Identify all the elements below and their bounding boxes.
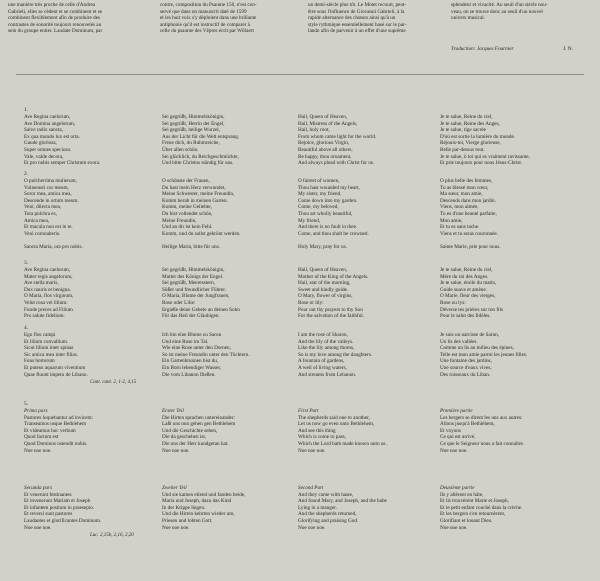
verse-line: Allons jusqu'à Bethléhem, — [440, 421, 495, 428]
intro-col1-line: une manière très proche de celle d'Andrea — [8, 2, 96, 8]
verse-line: Réjouis-toi, Vierge glorieuse, — [440, 140, 501, 147]
verse-line: In der Krippe liegen. — [162, 504, 206, 511]
verse-line: Guide suave et amène. — [440, 286, 487, 293]
part-heading: Deuxième partie — [440, 485, 475, 491]
section-1-latin-text — [24, 114, 100, 167]
section-number: 4. — [24, 325, 29, 331]
part-heading: Second Part — [298, 485, 324, 491]
intro-text — [0, 0, 600, 72]
verse-line: Rose or lily: — [298, 299, 324, 306]
verse-line: Ave Regina caelorum, — [24, 267, 71, 273]
verse-line: Quod Dominus ostendit nobis. — [24, 440, 88, 447]
verse-line: Glorifying and praising God. — [298, 517, 359, 524]
intro-col4-line: splendeur et vivacité. Au seuil d'un siècle nou- — [451, 2, 548, 8]
verse-line: Mater regis angelorum, — [24, 273, 73, 280]
verse-line: Ils y allèrent en hâte, — [440, 491, 484, 498]
verse-line: O plus belle des femmes, — [440, 178, 493, 184]
verse-line: Holy Mary, pray for us. — [298, 243, 347, 250]
intro-col4-line: univers musical. — [451, 15, 485, 22]
verse-line: Hail, star of the morning, — [298, 280, 351, 287]
verse-line: Je te salue, étoile du matin, — [440, 280, 497, 287]
verse-line: Et pro nobis semper Christum exora. — [24, 160, 101, 167]
verse-line: Die uns der Herr kundgetan hat. — [162, 440, 229, 447]
verse-line: Vale, valde decora, — [24, 153, 64, 160]
verse-line: Rose ou lys: — [440, 299, 466, 306]
verse-line: Et le petit enfant couché dans la crèche. — [440, 504, 523, 511]
verse-line: Ave stella maris, — [24, 280, 59, 287]
verse-line: Je te salue, Reine des Anges, — [440, 120, 500, 127]
verse-line: Be happy, thou ornament, — [298, 153, 352, 160]
verse-line: O Marie, fleur des vierges, — [440, 293, 496, 300]
verse-line: So ist meine Freundin unter den Töchtern. — [162, 351, 250, 358]
verse-line: Amica mea, — [24, 217, 50, 224]
intro-col3-line: un demi-siècle plus tôt. Le Motet recourt, peut- — [308, 2, 407, 8]
verse-line: Et infantem positum in praesepio. — [24, 504, 95, 511]
verse-line: Maria und Joseph, dazu das Kind — [162, 498, 232, 505]
verse-line: Les bergers se dirent les uns aux autres: — [440, 414, 523, 421]
verse-line: For the salvation of the faithful. — [298, 313, 364, 320]
verse-line: Ein Gartenbrunnen bist du, — [162, 358, 219, 365]
intro-col1-line: sein du groupe entier. Laudate Dominum, par — [8, 28, 103, 35]
verse-line: Und bitte Christus ständig für uns. — [162, 160, 234, 167]
verse-line: Funde preces ad Filium — [24, 306, 73, 313]
section-3-english-text — [298, 267, 368, 320]
section-5-latin-text — [24, 408, 93, 454]
verse-line: Und eine Rose im Tal. — [162, 338, 209, 345]
verse-line: Et venerunt festinantes — [24, 491, 72, 498]
verse-line: Descende in ortum meum. — [24, 197, 79, 204]
section-number: 2. — [24, 171, 29, 177]
section-2-german-text — [162, 178, 241, 251]
section-5-english-text — [298, 408, 387, 454]
verse-line: Hail, holy root, — [298, 127, 330, 134]
verse-line: Like the lily among thorns, — [298, 345, 355, 352]
verse-line: Über allen schön. — [162, 146, 199, 153]
verse-line: From whom came light for the world. — [298, 133, 377, 140]
verse-line: Which is come to pass, — [298, 434, 346, 441]
verse-line: Die da geschehen ist, — [162, 434, 207, 441]
verse-line: And there is no fault in thee. — [298, 224, 358, 231]
part-heading: Erster Teil — [162, 408, 184, 414]
verse-line — [162, 237, 241, 244]
verse-line: Sicut lilium inter spinas — [24, 345, 74, 352]
verse-line: Veni, dilecta mea, — [24, 204, 62, 211]
verse-line: Et ils trouvèrent Marie et Joseph, — [440, 498, 509, 505]
verse-line: Noe noe noe. — [162, 447, 190, 454]
verse-line: Quod factum est — [24, 434, 59, 441]
section-6-german-text — [162, 485, 245, 531]
verse-line: Et tu es sans tache. — [440, 224, 480, 231]
verse-line: Noe noe noe. — [440, 524, 468, 531]
part-heading: Prima pars — [24, 408, 48, 414]
verse-line: Thou art wholly beautiful, — [298, 210, 353, 217]
intro-column-2 — [160, 2, 300, 35]
verse-line: And always plead with Christ for us. — [298, 160, 375, 167]
verse-line: And found Mary, and Joseph, and the babe — [298, 498, 387, 505]
verse-line: Komm, und du sollst gekrönt werden. — [162, 230, 241, 237]
verse-line: Descends dans mon jardin. — [440, 197, 496, 204]
section-1-french-text — [440, 114, 530, 167]
verse-line: Je te salue, Reine du ciel, — [440, 114, 493, 120]
verse-line: Et invenerunt Mariam et Joseph — [24, 498, 91, 505]
intro-col3-line: être sous l'influence de Giovanni Gabrieli, à la — [308, 8, 405, 15]
section-4-german-text — [162, 332, 250, 378]
verse-line: Déverse tes prières sur ton fils — [440, 306, 503, 313]
intro-col3-line: style rythmique essentiellement basé sur le par- — [308, 21, 407, 28]
verse-line: Und an dir ist kein Fehl. — [162, 224, 213, 231]
intro-col1-line: Gabrieli, elles se cèdent et se combinent et se — [8, 8, 103, 15]
verse-line: Für das Heil der Gläubigen. — [162, 313, 220, 320]
verse-line: O pulcherrima mulierum, — [24, 178, 77, 184]
verse-line: Tota pulchra es, — [24, 210, 57, 217]
intro-column-1 — [8, 2, 148, 35]
verse-line: Komm herab in meinen Garten. — [162, 197, 228, 204]
section-6-english-text — [298, 485, 387, 531]
verse-line: Let us now go even unto Bethlehem, — [298, 421, 375, 428]
verse-line: And streams from Lebanon. — [298, 371, 357, 378]
section-1-english-text — [298, 114, 376, 167]
verse-line: Belle par-dessus tout. — [440, 146, 485, 153]
verse-line — [440, 237, 501, 244]
part-heading: Secunda pars — [24, 485, 53, 491]
intro-col1-line: combinent flexiblement afin de produire des — [8, 15, 101, 22]
verse-line: Come, my beloved, — [298, 204, 339, 211]
verse-line: Beautiful above all others. — [298, 146, 353, 153]
verse-line: Laßt uns nun gehen gen Bethlehem — [162, 421, 236, 428]
verse-line: Et macula non est in te. — [24, 224, 73, 231]
section-2-french-text — [440, 178, 501, 251]
verse-line: Ego flos campi — [24, 332, 56, 338]
verse-line: Sei gegrüßt, Himmelskönigin, — [162, 114, 225, 120]
translator-credit: Traduction: Jacques Fournier — [451, 46, 514, 52]
verse-line — [24, 237, 83, 244]
verse-line: Viens et tu seras couronnée. — [440, 230, 499, 237]
verse-line: Which the Lord hath made known unto us. — [298, 440, 387, 447]
verse-line: Sei gegrüßt, Herrin der Engel, — [162, 120, 225, 127]
verse-line: Priesen und lobten Gott. — [162, 517, 213, 524]
verse-line: Thou hast wounded my heart, — [298, 184, 360, 191]
section-6-latin-text — [24, 485, 101, 531]
verse-line: Et les bergers s'en retournèrent, — [440, 511, 506, 518]
verse-line: Transeamus usque Bethlehem — [24, 421, 87, 428]
verse-line: Aus der Licht für die Welt entsprang. — [162, 133, 240, 140]
verse-line: Une source d'eaux vives, — [440, 364, 492, 371]
scripture-reference: Luc. 2,15b, 2,16, 2,20 — [90, 533, 134, 539]
verse-line: Tu as blessé mon cœur, — [440, 184, 489, 191]
verse-line: Des ruisseaux du Liban. — [440, 371, 491, 378]
verse-line: Sei gegrüßt, heilige Wurzel, — [162, 127, 221, 134]
verse-line: O Maria, Blume der Jungfrauen, — [162, 293, 230, 300]
section-5-french-text — [440, 408, 524, 454]
section-1-german-text — [162, 114, 239, 167]
verse-line: Sei gegrüßt, Himmelskönigin, — [162, 267, 225, 273]
intro-col2-line: contre, composition du Psaume 150, n'est con- — [160, 2, 257, 8]
verse-line: Sancta Maria, ora pro nobis. — [24, 243, 83, 250]
verse-line: A well of living waters, — [298, 364, 347, 371]
verse-line: Mother of the King of the Angels. — [298, 273, 369, 280]
verse-line: Ave Domina angelorum, — [24, 120, 76, 127]
intro-col1-line: contrastes de sonorité toujours renouvelés au — [8, 21, 102, 28]
verse-line: Fons hortorum — [24, 358, 55, 365]
verse-line: Comme un lis au milieu des épines, — [440, 345, 514, 352]
verse-line: Mutter des Königs der Engel. — [162, 273, 224, 280]
verse-line: Pour out thy prayers to thy Son — [298, 306, 363, 313]
verse-line: Pastores loquebantur ad invicem: — [24, 414, 94, 421]
section-number: 5. — [24, 401, 29, 407]
verse-line: O schönste der Frauen, — [162, 178, 210, 184]
verse-line: Ich bin eine Blume zu Saron — [162, 332, 222, 338]
section-4-french-text — [440, 332, 527, 378]
verse-line: Soror mea, amica mea, — [24, 191, 72, 198]
section-3-french-text — [440, 267, 503, 320]
verse-line: Hail, Queen of Heaven, — [298, 267, 348, 273]
verse-line: Tu es d'une beauté parfaite, — [440, 210, 497, 217]
verse-line: Salve radix sancta, — [24, 127, 64, 134]
verse-line: Die vom Libanon fließen. — [162, 371, 216, 378]
verse-line: Noe noe noe. — [298, 447, 326, 454]
section-5-german-text — [162, 408, 235, 454]
verse-line: Velut rosa vel lilium: — [24, 299, 68, 306]
intro-col2-line: celle du psaume des Vêpres écrit par Willaert — [160, 28, 254, 35]
verse-line: Sei gegrüßt, Meeresstern, — [162, 280, 216, 287]
verse-line: And they came with haste, — [298, 491, 354, 498]
section-4-english-text — [298, 332, 372, 378]
verse-line: A fountain of gardens, — [298, 358, 345, 365]
verse-line: Ein Born lebendiger Wasser, — [162, 364, 222, 371]
section-number: 1. — [24, 107, 29, 113]
verse-line: Und die Hirten kehrten wieder um, — [162, 511, 235, 518]
verse-line: Ma sœur, mon amie, — [440, 191, 483, 198]
verse-line: Et videamus hoc verbum — [24, 427, 76, 434]
verse-line: Pro salute fidelium. — [24, 313, 65, 320]
verse-line: Noe noe noe. — [162, 524, 190, 531]
verse-line: Et puteus aquarum viventium — [24, 364, 86, 371]
verse-line: O Mary, flower of virgins, — [298, 293, 353, 300]
verse-line: Vulnerasti cor meum, — [24, 184, 69, 191]
verse-line: Die Hirten sprachen untereinander: — [162, 414, 236, 421]
verse-line: Je te salue, Reine du ciel, — [440, 267, 493, 273]
intro-col3-line: rapide alternance des chœurs ainsi qu'à un — [308, 15, 396, 22]
verse-line: Mon amie, — [440, 217, 463, 224]
verse-line: Rejoice, glorious Virgin, — [298, 140, 350, 147]
verse-line: Ex qua mundo lux est orta. — [24, 133, 80, 140]
verse-line: Süßer und freundlicher Führer. — [162, 286, 226, 293]
part-heading: Première partie — [440, 408, 473, 414]
intro-col2-line: antiphonie qu'il est instructif de comparer à — [160, 21, 250, 28]
verse-line: Du hast mein Herz verwundet, — [162, 184, 226, 191]
verse-line: Telle est mon amie parmi les jeunes filles. — [440, 351, 528, 358]
verse-line: Komm, meine Geliebte, — [162, 204, 212, 211]
verse-line: Meine Schwester, meine Freundin, — [162, 191, 235, 198]
verse-line: Sweet and kindly guide. — [298, 286, 349, 293]
verse-line: Ergieße deine Gebete an deinen Sohn — [162, 306, 240, 313]
verse-line: Je te salue, tige sacrée — [440, 127, 486, 134]
verse-line: And the lily of the valleys. — [298, 338, 354, 345]
verse-line: Noe noe noe. — [24, 524, 52, 531]
section-6-french-text — [440, 485, 522, 531]
verse-line: Et reversi sunt pastores — [24, 511, 73, 518]
verse-line: Rose oder Lilie: — [162, 299, 196, 306]
verse-line: Un lis des vallées. — [440, 338, 478, 345]
verse-line: Et lilium convallium. — [24, 338, 69, 345]
verse-line: Heilige Maria, bitte für uns. — [162, 243, 220, 250]
intro-column-4 — [451, 2, 591, 22]
verse-line: Viens, mon aimée, — [440, 204, 479, 211]
verse-line: Une fontaine des jardins, — [440, 358, 492, 365]
intro-col2-line: et les huit voix s'y déploient dans une brillante — [160, 15, 257, 22]
verse-line: Noe noe noe. — [24, 447, 52, 454]
verse-line: O fairest of women, — [298, 178, 340, 184]
verse-line: Et voyons — [440, 427, 461, 434]
section-2-english-text — [298, 178, 369, 251]
verse-line: Je te salue, ô toi qui es vraiment ravissante, — [440, 153, 530, 160]
verse-line: Noe noe noe. — [440, 447, 468, 454]
verse-line: Und die Geschichte sehen, — [162, 427, 218, 434]
verse-line: Gaude gloriosa, — [24, 140, 57, 147]
verse-line: The shepherds said one to another, — [298, 414, 370, 421]
verse-line: My friend, — [298, 217, 321, 224]
verse-line: Meine Freundin, — [162, 217, 197, 224]
verse-line: Sainte Marie, prie pour nous. — [440, 243, 501, 250]
author-signature: J. N. — [563, 46, 574, 52]
verse-line: Glorifiant et louant Dieu. — [440, 517, 493, 524]
verse-line: Come, and thou shalt be crowned. — [298, 230, 369, 237]
verse-line: Ce que le Seigneur nous a fait connaître. — [440, 440, 525, 447]
verse-line: Super omnes speciosa. — [24, 146, 72, 153]
verse-line: My sister, my friend, — [298, 191, 342, 198]
section-3-latin-text — [24, 267, 73, 320]
verse-line: Hail, Queen of Heaven, — [298, 114, 348, 120]
verse-line: Je suis un narcisse de Saron, — [440, 332, 500, 338]
verse-line: So is my love among the daughters. — [298, 351, 373, 358]
verse-line: Freue dich, du Ruhmreiche, — [162, 140, 220, 147]
verse-line: Lying in a manger. — [298, 504, 337, 511]
verse-line: And the shepherds returned, — [298, 511, 357, 518]
verse-line: O Maria, flos virginum, — [24, 293, 74, 300]
divider-line — [16, 74, 584, 75]
verse-line: Mère du roi des Anges. — [440, 273, 489, 280]
section-2-latin-text — [24, 178, 83, 251]
part-heading: First Part — [298, 408, 319, 414]
verse-line: Ce qui est arrivé, — [440, 434, 476, 441]
intro-col3-line: lando afin de parvenir à un effet d'une suprême — [308, 28, 406, 35]
verse-line: Noe noe noe. — [298, 524, 326, 531]
verse-line: Quae fluunt impetu de Libano. — [24, 371, 88, 378]
verse-line: I am the rose of Sharon, — [298, 332, 348, 338]
section-number: 3. — [24, 260, 29, 266]
verse-line: D'où est sortie la lumière du monde. — [440, 133, 516, 140]
verse-line: Du bist vollendet schön, — [162, 210, 213, 217]
verse-line: Veni coronaberis. — [24, 230, 61, 237]
verse-line: Wie eine Rose unter den Dornen, — [162, 345, 231, 352]
verse-line: Laudantes et glorificantes Dominum. — [24, 517, 102, 524]
intro-column-3 — [308, 2, 448, 35]
verse-line: Dux nauris et benigna. — [24, 286, 71, 293]
verse-line: Sei glücklich, du Reichgeschmückte, — [162, 153, 239, 160]
verse-line: Ave Regina caelorum, — [24, 114, 71, 120]
scripture-reference: Cant. cant. 2, 1-2, 4,15 — [90, 380, 137, 386]
verse-line — [298, 237, 369, 244]
section-4-latin-text — [24, 332, 88, 378]
part-heading: Zweiter Teil — [162, 485, 187, 491]
verse-line: Come down into my garden. — [298, 197, 358, 204]
intro-col2-line: servé que dans un manuscrit daté de 1599 — [160, 8, 247, 15]
verse-line: And see this thing — [298, 427, 336, 434]
verse-line: Hail, Mistress of the Angels, — [298, 120, 358, 127]
verse-line: Sic amica mea inter filias. — [24, 351, 79, 358]
intro-col4-line: veau, on se trouve donc au seuil d'un nouvel — [451, 8, 543, 15]
section-3-german-text — [162, 267, 240, 320]
verse-line: Und sie kamen eilend und fanden beide, — [162, 491, 246, 498]
verse-line: Et prie toujours pour nous Jésus-Christ. — [440, 160, 523, 167]
verse-line: Pour le salut des fidèles. — [440, 313, 491, 320]
